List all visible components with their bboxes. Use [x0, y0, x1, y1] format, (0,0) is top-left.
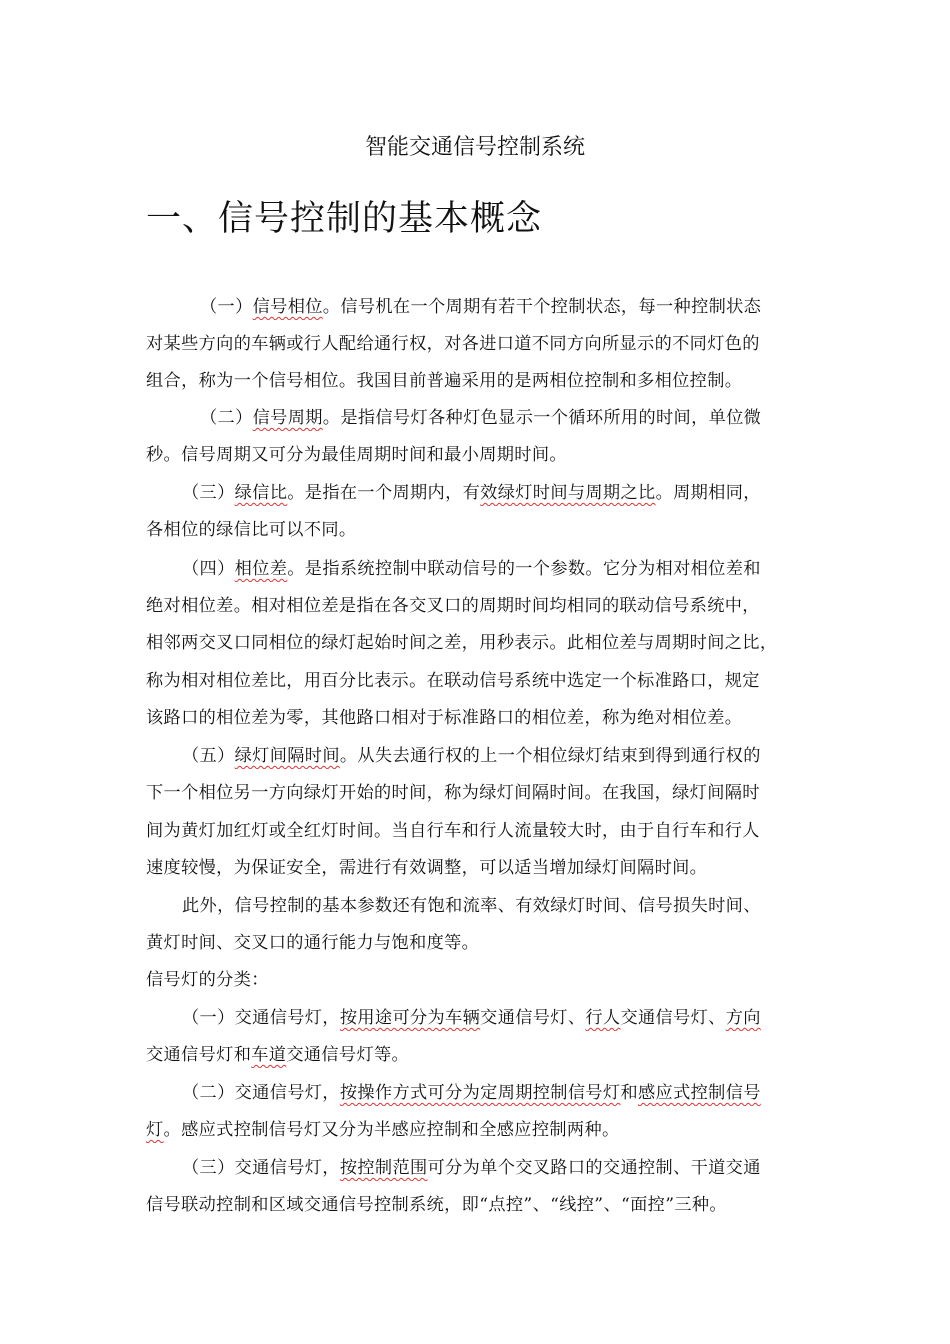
term-underlined: 绿信比 [234, 483, 288, 503]
paragraph-line [146, 743, 808, 769]
term-underlined: 效绿灯时间与周期之比 [480, 483, 656, 503]
text-run: 。周期相同， [655, 483, 761, 503]
text-run: 可分为单个交叉路口的交通控制、干道交通 [427, 1158, 761, 1178]
term-underlined: 按控制范围 [339, 1158, 428, 1178]
paragraph-line: 间为黄灯加红灯或全红灯时间。当自行车和行人流量较大时，由于自行车和行人 [146, 821, 760, 841]
paragraph-line: 此外，信号控制的基本参数还有饱和流率、有效绿灯时间、信号损失时间、 [182, 896, 761, 916]
paragraph-line [146, 1042, 808, 1068]
paragraph-line [146, 480, 808, 506]
text-run: （三） [182, 483, 235, 503]
term-underlined: 信号周期 [252, 408, 323, 428]
paragraph-line: 下一个相位另一方向绿灯开始的时间，称为绿灯间隔时间。在我国，绿灯间隔时 [146, 783, 760, 803]
text-run: 和 [620, 1083, 639, 1103]
text-run: （四） [182, 559, 235, 579]
paragraph-line: 速度较慢，为保证安全，需进行有效调整，可以适当增加绿灯间隔时间。 [146, 858, 708, 878]
text-run: （一） [200, 297, 253, 317]
paragraph-line: 相邻两交叉口同相位的绿灯起始时间之差，用秒表示。此相位差与周期时间之比， [146, 633, 778, 653]
text-run: 。是指在一个周期内，有 [287, 483, 481, 503]
document-title: 智能交通信号控制系统 [364, 135, 585, 160]
paragraph-line: 各相位的绿信比可以不同。 [146, 520, 357, 540]
term-underlined: 行人 [585, 1008, 621, 1028]
text-run: 。是指信号灯各种灯色显示一个循环所用的时间，单位微 [322, 408, 762, 428]
text-run: （二）交通信号灯， [182, 1083, 340, 1103]
paragraph-line [146, 1117, 808, 1143]
paragraph-line [146, 1080, 808, 1106]
term-underlined: 相位差 [234, 559, 288, 579]
text-run: 。从失去通行权的上一个相位绿灯结束到得到通行权的 [339, 746, 761, 766]
paragraph-line [146, 294, 808, 320]
text-run: （五） [182, 746, 235, 766]
paragraph-line: 该路口的相位差为零，其他路口相对于标准路口的相位差，称为绝对相位差。 [146, 708, 743, 728]
classification-label: 信号灯的分类： [146, 970, 269, 990]
term-underlined: 绿灯间隔时间 [234, 746, 340, 766]
term-underlined: 方向 [725, 1008, 761, 1028]
term-underlined: 感应式控制信号 [638, 1083, 761, 1103]
term-underlined: 按用途可分为车辆 [339, 1008, 481, 1028]
paragraph-line: 秒。信号周期又可分为最佳周期时间和最小周期时间。 [146, 445, 567, 465]
text-run: （三）交通信号灯， [182, 1158, 340, 1178]
paragraph-line: 黄灯时间、交叉口的通行能力与饱和度等。 [146, 933, 480, 953]
text-run: 交通信号灯、 [620, 1008, 726, 1028]
term-underlined: 灯 [146, 1120, 164, 1140]
text-run: 交通信号灯和 [146, 1045, 252, 1065]
text-run: （二） [200, 408, 253, 428]
paragraph-line: 绝对相位差。相对相位差是指在各交叉口的周期时间均相同的联动信号系统中， [146, 596, 760, 616]
paragraph-line [146, 1155, 808, 1181]
paragraph-line: 组合，称为一个信号相位。我国目前普遍采用的是两相位控制和多相位控制。 [146, 371, 743, 391]
text-run: （一）交通信号灯， [182, 1008, 340, 1028]
term-underlined: 定周期控制信号灯 [480, 1083, 621, 1103]
paragraph-line [146, 1005, 808, 1031]
section-heading: 一、信号控制的基本概念 [146, 199, 543, 239]
paragraph-line [146, 556, 808, 582]
text-run: 交通信号灯等。 [286, 1045, 410, 1065]
text-run: 。是指系统控制中联动信号的一个参数。它分为相对相位差和 [287, 559, 761, 579]
text-run: 。感应式控制信号灯又分为半感应控制和全感应控制两种。 [163, 1120, 620, 1140]
term-underlined: 车道 [251, 1045, 287, 1065]
paragraph-line: 称为相对相位差比，用百分比表示。在联动信号系统中选定一个标准路口，规定 [146, 671, 760, 691]
text-run: 交通信号灯、 [480, 1008, 586, 1028]
paragraph-line: 对某些方向的车辆或行人配给通行权，对各进口道不同方向所显示的不同灯色的 [146, 334, 760, 354]
paragraph-line [146, 405, 808, 431]
text-run: 。信号机在一个周期有若干个控制状态，每一种控制状态 [322, 297, 762, 317]
paragraph-line: 信号联动控制和区域交通信号控制系统，即“点控”、“线控”、“面控”三种。 [146, 1195, 727, 1215]
term-underlined: 信号相位 [252, 297, 323, 317]
term-underlined: 按操作方式可分为 [339, 1083, 481, 1103]
